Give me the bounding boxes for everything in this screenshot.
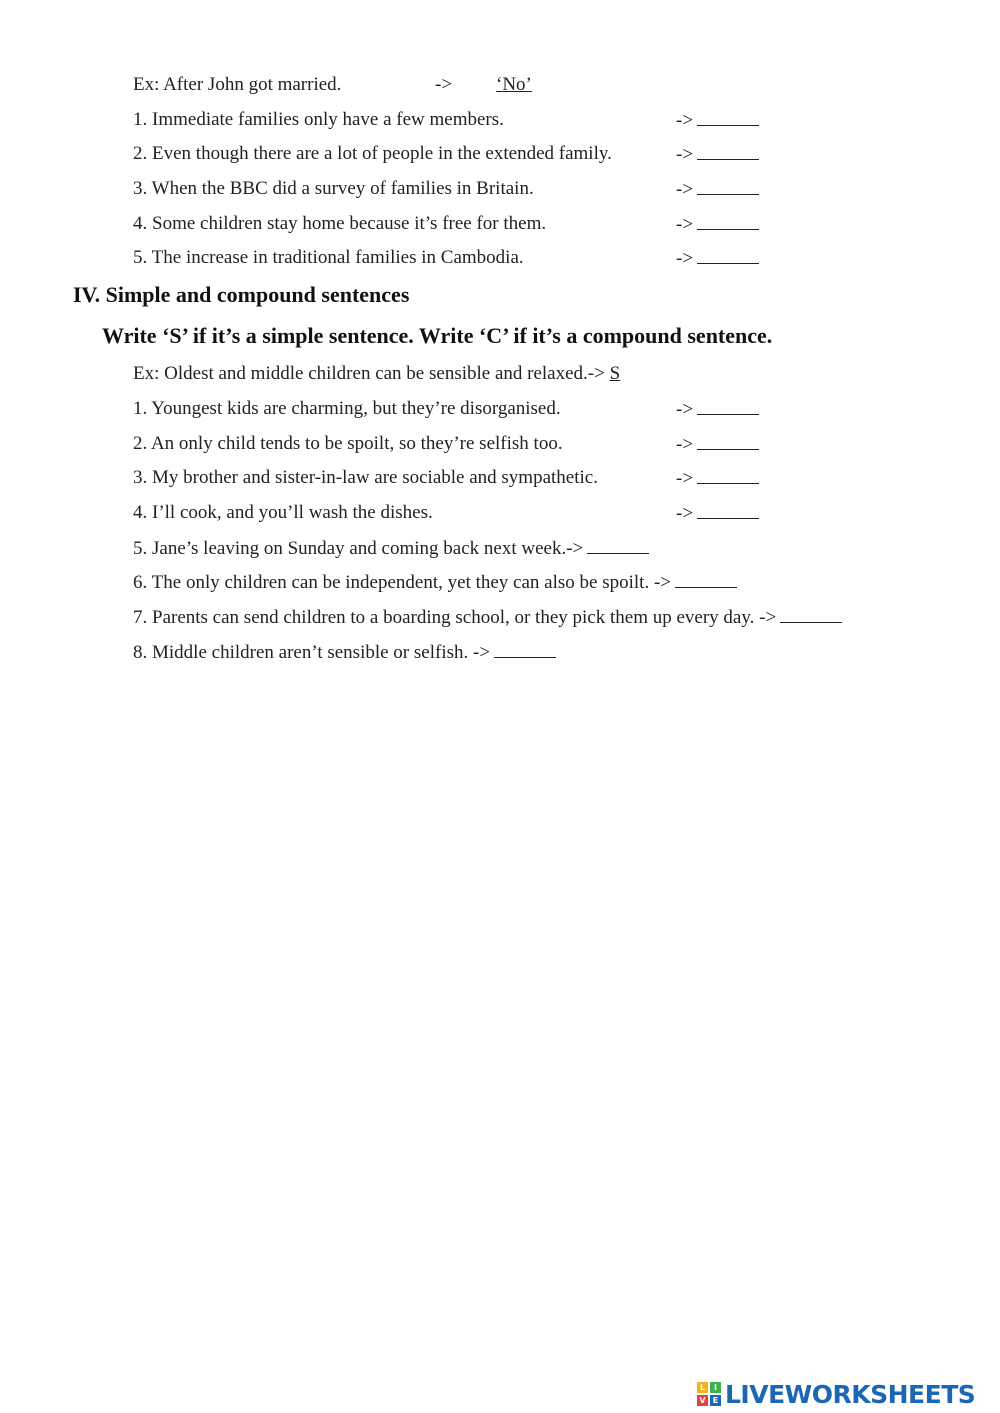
- s4-item-4: 4. I’ll cook, and you’ll wash the dishes.: [133, 502, 433, 523]
- s4-example-answer: S: [609, 363, 621, 384]
- example-arrow: ->: [435, 74, 453, 95]
- s3-answer-5: ->: [676, 246, 759, 271]
- s3-item-3: 3. When the BBC did a survey of families in Britain.: [133, 178, 534, 199]
- s3-item-5: 5. The increase in traditional families in Cambodia.: [133, 247, 524, 268]
- s3-answer-2: ->: [676, 142, 759, 167]
- s4-item-6: 6. The only children can be independent, yet they can also be spoilt. ->: [133, 570, 737, 595]
- answer-blank[interactable]: [697, 108, 759, 126]
- logo-block: I: [710, 1382, 721, 1393]
- example-line: [133, 73, 341, 97]
- liveworksheets-logo: [697, 1378, 975, 1410]
- answer-blank[interactable]: [780, 605, 842, 623]
- section-instruction: Write ‘S’ if it’s a simple sentence. Write ‘C’ if it’s a compound sentence.: [102, 323, 773, 348]
- logo-block: V: [697, 1395, 708, 1406]
- s4-answer-1: ->: [676, 397, 759, 422]
- s4-item-2: 2. An only child tends to be spoilt, so they’re selfish too.: [133, 433, 563, 454]
- answer-blank[interactable]: [697, 177, 759, 195]
- s3-item-1: 1. Immediate families only have a few members.: [133, 109, 504, 130]
- logo-block: E: [710, 1395, 721, 1406]
- s4-item-8: 8. Middle children aren’t sensible or selfish. ->: [133, 640, 556, 665]
- s4-example-text: Ex: Oldest and middle children can be sensible and relaxed.->: [133, 363, 605, 384]
- s4-item-5: 5. Jane’s leaving on Sunday and coming back next week.->: [133, 536, 649, 561]
- answer-blank[interactable]: [494, 640, 556, 658]
- answer-blank[interactable]: [697, 501, 759, 519]
- s3-answer-4: ->: [676, 212, 759, 237]
- example-text: Ex: After John got married.: [133, 74, 342, 95]
- s3-item-4: 4. Some children stay home because it’s free for them.: [133, 213, 547, 234]
- answer-blank[interactable]: [587, 536, 649, 554]
- answer-blank[interactable]: [697, 142, 759, 160]
- s4-example: [133, 362, 620, 386]
- logo-blocks-icon: [697, 1382, 721, 1406]
- s4-answer-2: ->: [676, 432, 759, 457]
- section-title: IV. Simple and compound sentences: [73, 282, 410, 307]
- s4-answer-4: ->: [676, 501, 759, 526]
- s3-answer-1: ->: [676, 108, 759, 133]
- s4-answer-3: ->: [676, 466, 759, 491]
- answer-blank[interactable]: [697, 432, 759, 450]
- s4-item-7: 7. Parents can send children to a boarding school, or they pick them up every day. ->: [133, 605, 842, 630]
- s3-item-2: 2. Even though there are a lot of people in the extended family.: [133, 143, 612, 164]
- example-answer: ‘No’: [496, 74, 532, 95]
- s4-item-1: 1. Youngest kids are charming, but they’re disorganised.: [133, 398, 561, 419]
- s3-answer-3: ->: [676, 177, 759, 202]
- logo-block: L: [697, 1382, 708, 1393]
- answer-blank[interactable]: [675, 570, 737, 588]
- answer-blank[interactable]: [697, 397, 759, 415]
- answer-blank[interactable]: [697, 246, 759, 264]
- answer-blank[interactable]: [697, 466, 759, 484]
- answer-blank[interactable]: [697, 212, 759, 230]
- logo-text: LIVEWORKSHEETS: [725, 1379, 976, 1409]
- s4-item-3: 3. My brother and sister-in-law are sociable and sympathetic.: [133, 467, 598, 488]
